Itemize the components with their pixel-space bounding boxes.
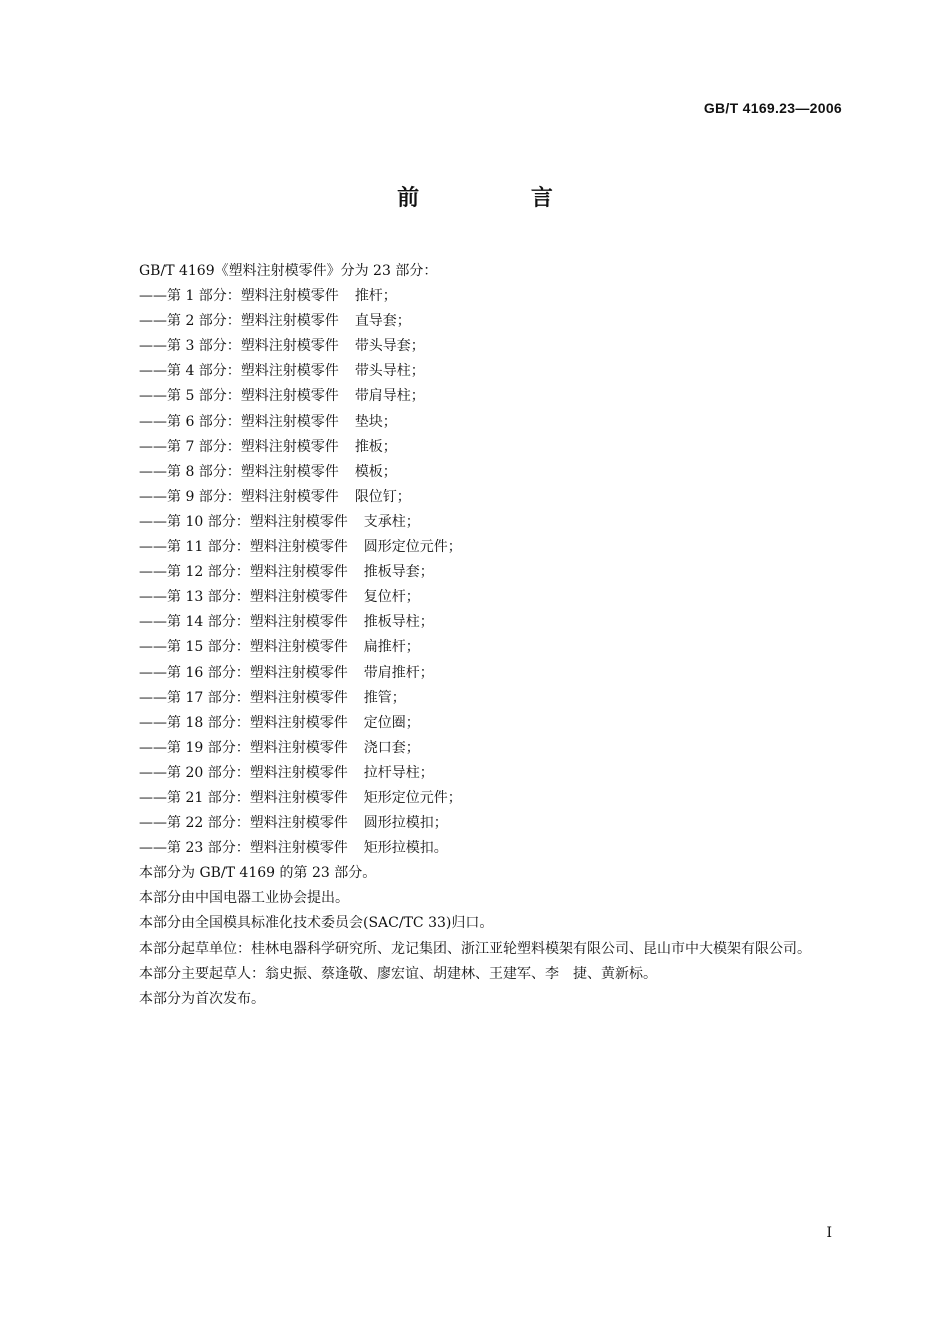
part-prefix: ——第 2 部分：塑料注射模零件 xyxy=(139,313,339,330)
part-name: 垫块； xyxy=(354,413,397,430)
part-list-item xyxy=(108,761,844,786)
part-prefix: ——第 11 部分：塑料注射模零件 xyxy=(139,539,348,556)
part-name: 带肩推杆； xyxy=(363,664,434,681)
part-name: 推板导柱； xyxy=(363,614,434,631)
part-prefix: ——第 14 部分：塑料注射模零件 xyxy=(139,614,348,631)
part-of-statement: 本部分为 GB/T 4169 的第 23 部分。 xyxy=(139,865,377,882)
part-list-item xyxy=(108,686,844,711)
first-release-statement: 本部分为首次发布。 xyxy=(139,990,265,1007)
part-list-item xyxy=(108,284,844,309)
part-list-item xyxy=(108,585,844,610)
part-name: 带头导套； xyxy=(354,338,425,355)
part-list-item xyxy=(108,661,844,686)
part-name: 浇口套； xyxy=(363,739,420,756)
part-list-item xyxy=(108,485,844,510)
part-prefix: ——第 16 部分：塑料注射模零件 xyxy=(139,664,348,681)
part-name: 限位钉； xyxy=(354,488,411,505)
part-prefix: ——第 13 部分：塑料注射模零件 xyxy=(139,589,348,606)
part-prefix: ——第 6 部分：塑料注射模零件 xyxy=(139,413,339,430)
part-list-item xyxy=(108,711,844,736)
part-name: 推管； xyxy=(363,689,406,706)
part-name: 矩形拉模扣。 xyxy=(363,840,448,857)
part-prefix: ——第 5 部分：塑料注射模零件 xyxy=(139,388,339,405)
part-prefix: ——第 7 部分：塑料注射模零件 xyxy=(139,438,339,455)
part-name: 带肩导柱； xyxy=(354,388,425,405)
proposed-by-statement: 本部分由中国电器工业协会提出。 xyxy=(139,890,349,907)
part-list-item xyxy=(108,836,844,861)
part-prefix: ——第 10 部分：塑料注射模零件 xyxy=(139,513,348,530)
part-prefix: ——第 23 部分：塑料注射模零件 xyxy=(139,840,348,857)
part-name: 圆形拉模扣； xyxy=(363,815,448,832)
part-name: 直导套； xyxy=(354,313,411,330)
part-name: 推板导套； xyxy=(363,564,434,581)
part-list-item xyxy=(108,384,844,409)
part-prefix: ——第 12 部分：塑料注射模零件 xyxy=(139,564,348,581)
part-list-item xyxy=(108,535,844,560)
part-prefix: ——第 3 部分：塑料注射模零件 xyxy=(139,338,339,355)
part-list-item xyxy=(108,560,844,585)
part-prefix: ——第 19 部分：塑料注射模零件 xyxy=(139,739,348,756)
page-number: I xyxy=(826,1225,832,1241)
part-prefix: ——第 1 部分：塑料注射模零件 xyxy=(139,288,339,305)
part-list-item xyxy=(108,410,844,435)
part-list-item xyxy=(108,435,844,460)
part-list-item xyxy=(108,510,844,535)
drafting-units-statement: 本部分起草单位：桂林电器科学研究所、龙记集团、浙江亚轮塑料模架有限公司、昆山市中大模架有限公司。 xyxy=(139,940,811,957)
foreword-body xyxy=(108,259,844,1012)
part-prefix: ——第 17 部分：塑料注射模零件 xyxy=(139,689,348,706)
part-prefix: ——第 4 部分：塑料注射模零件 xyxy=(139,363,339,380)
part-name: 矩形定位元件； xyxy=(363,789,462,806)
part-list-item xyxy=(108,309,844,334)
part-list-item xyxy=(108,786,844,811)
part-list-item xyxy=(108,635,844,660)
part-name: 定位圈； xyxy=(363,714,420,731)
part-name: 扁推杆； xyxy=(363,639,420,656)
part-prefix: ——第 18 部分：塑料注射模零件 xyxy=(139,714,348,731)
standard-code: GB/T 4169.23—2006 xyxy=(703,100,842,116)
parts-list xyxy=(108,284,844,861)
part-name: 带头导柱； xyxy=(354,363,425,380)
part-name: 推板； xyxy=(354,438,397,455)
part-list-item xyxy=(108,359,844,384)
centralized-by-statement: 本部分由全国模具标准化技术委员会(SAC/TC 33)归口。 xyxy=(139,915,494,932)
part-name: 支承柱； xyxy=(363,513,420,530)
part-prefix: ——第 15 部分：塑料注射模零件 xyxy=(139,639,348,656)
part-list-item xyxy=(108,736,844,761)
part-prefix: ——第 8 部分：塑料注射模零件 xyxy=(139,463,339,480)
part-name: 圆形定位元件； xyxy=(363,539,462,556)
part-name: 推杆； xyxy=(354,288,397,305)
part-list-item xyxy=(108,334,844,359)
page-title: 前 言 xyxy=(397,186,605,211)
part-list-item xyxy=(108,811,844,836)
intro-paragraph: GB/T 4169《塑料注射模零件》分为 23 部分： xyxy=(139,263,438,279)
part-prefix: ——第 21 部分：塑料注射模零件 xyxy=(139,789,348,806)
drafters-statement: 本部分主要起草人：翁史振、蔡逢敬、廖宏谊、胡建林、王建军、李 捷、黄新标。 xyxy=(139,965,657,982)
part-list-item xyxy=(108,610,844,635)
part-name: 复位杆； xyxy=(363,589,420,606)
part-prefix: ——第 20 部分：塑料注射模零件 xyxy=(139,764,348,781)
part-list-item xyxy=(108,460,844,485)
part-name: 拉杆导柱； xyxy=(363,764,434,781)
part-prefix: ——第 9 部分：塑料注射模零件 xyxy=(139,488,339,505)
part-prefix: ——第 22 部分：塑料注射模零件 xyxy=(139,815,348,832)
part-name: 模板； xyxy=(354,463,397,480)
